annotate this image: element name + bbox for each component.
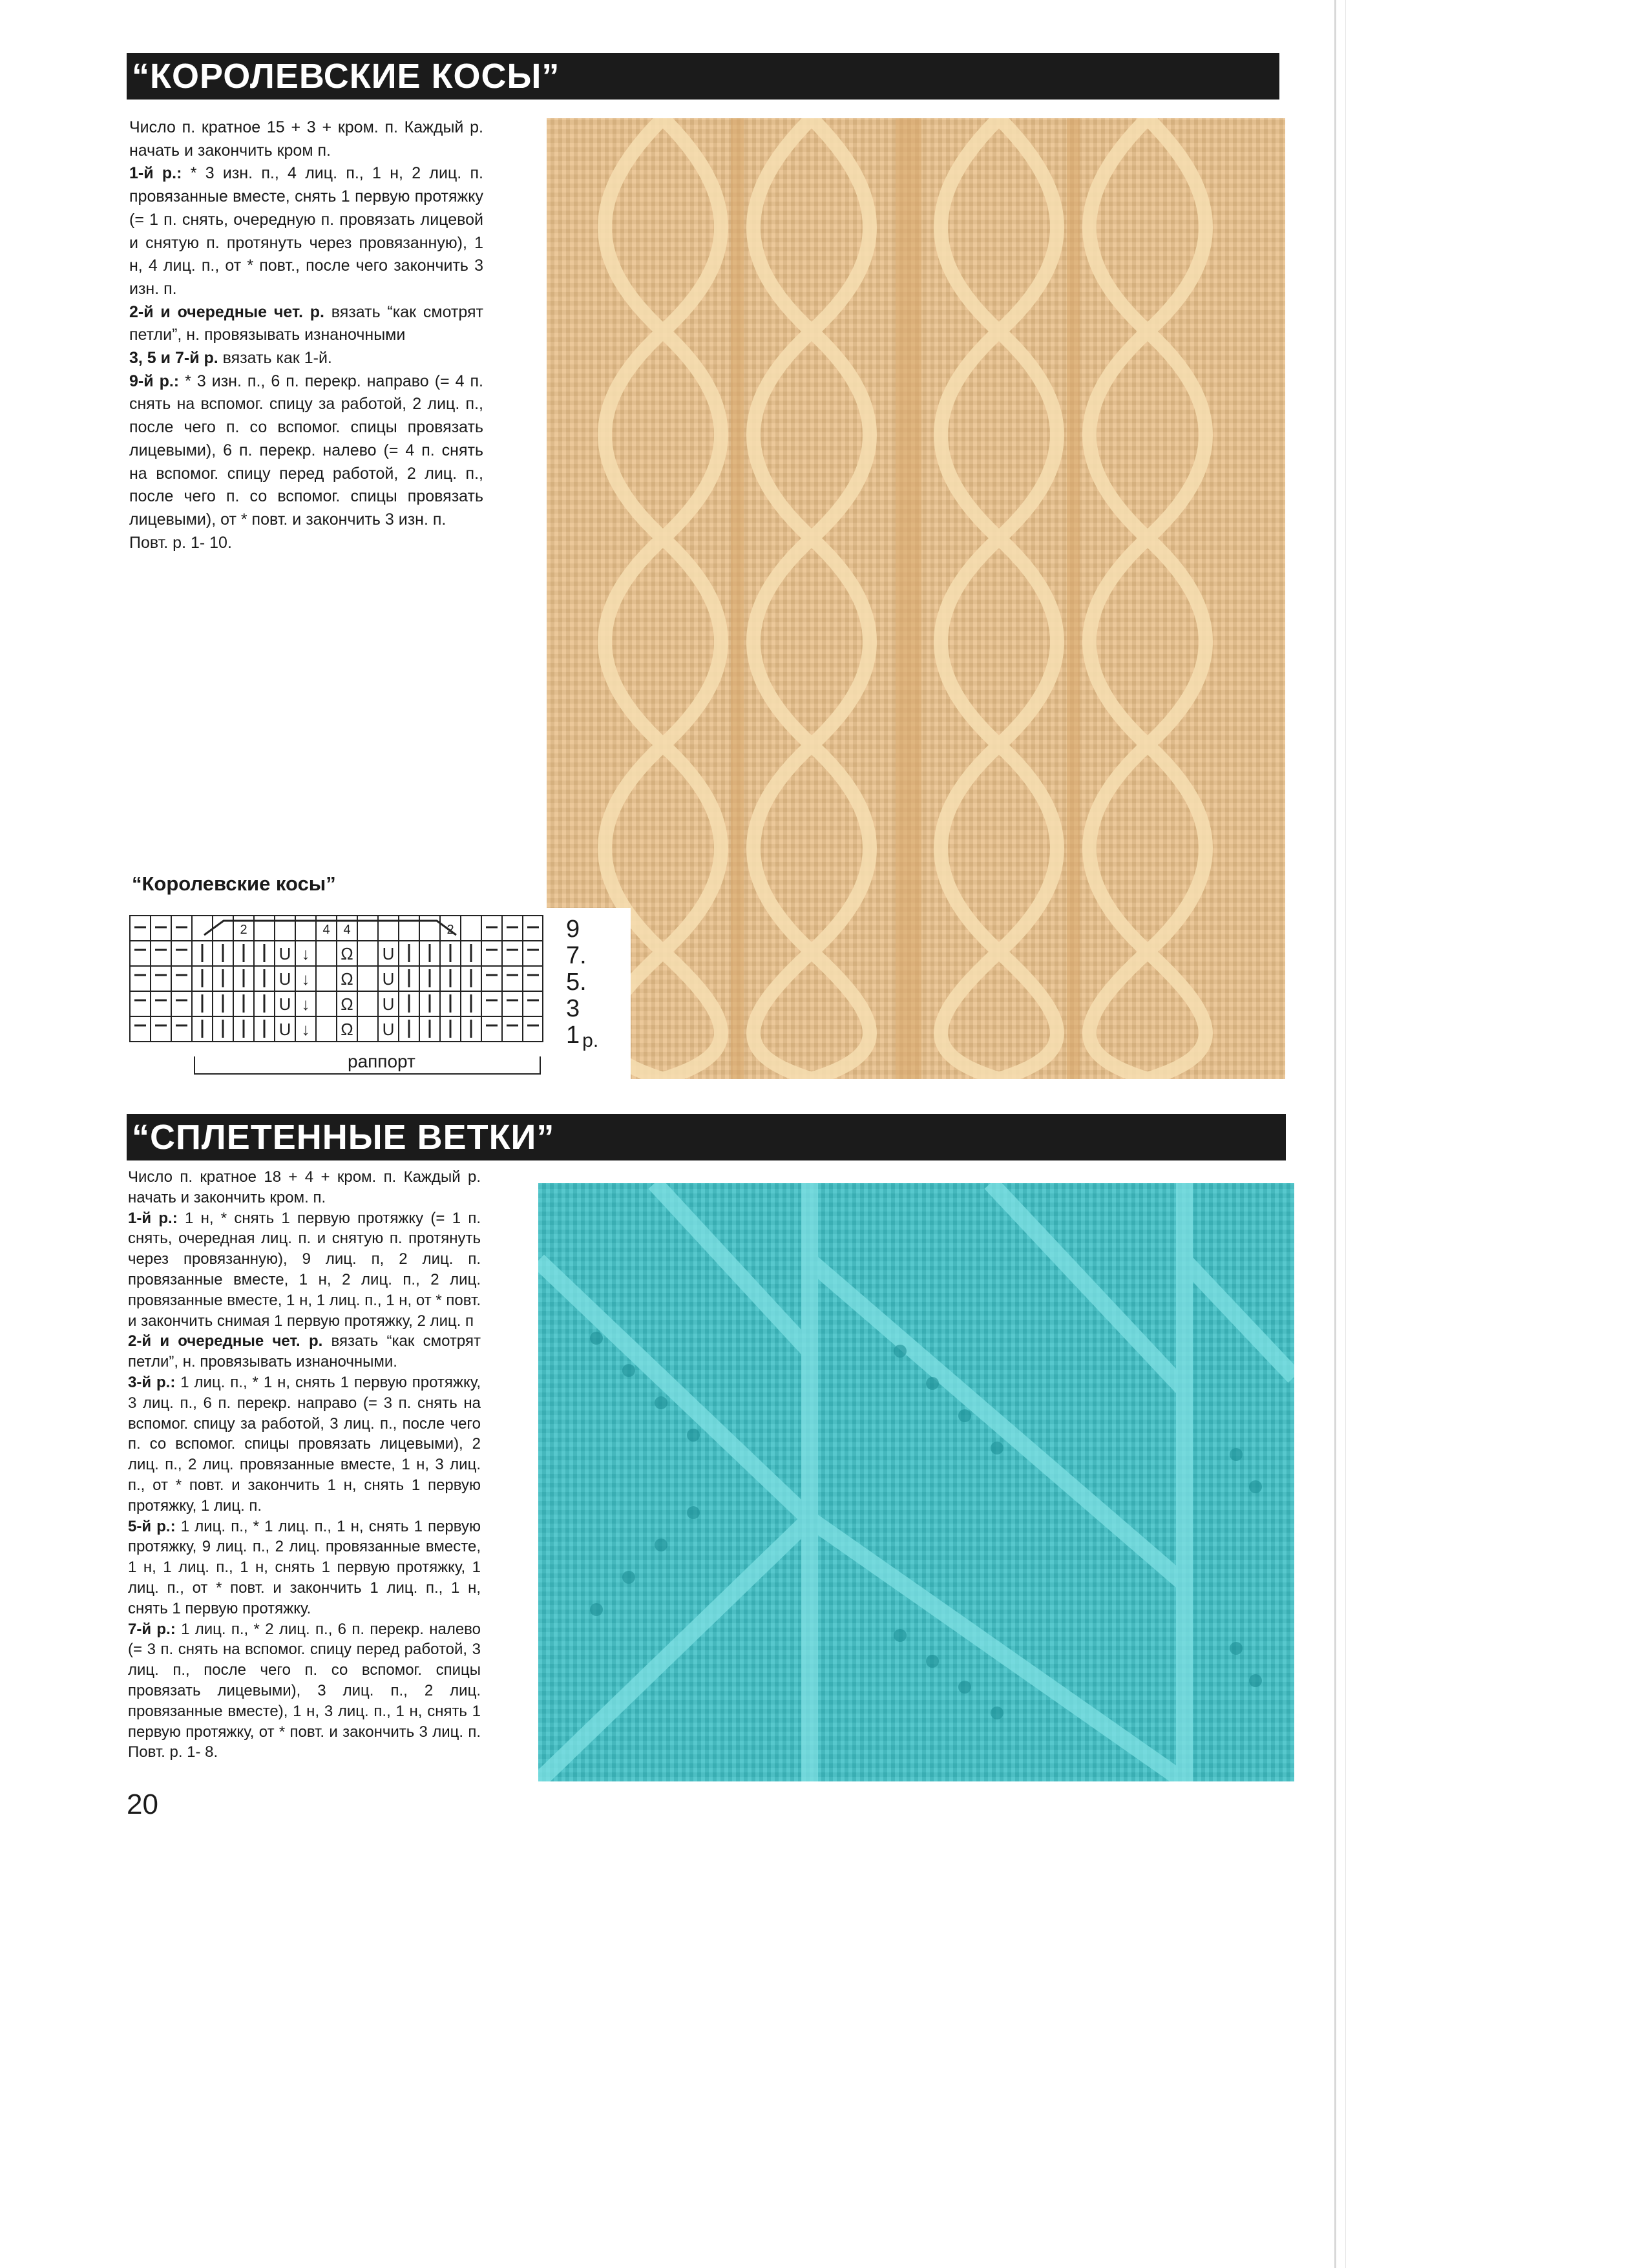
pattern1-row-2 — [129, 301, 483, 347]
pattern2-instructions — [128, 1167, 481, 1763]
svg-text:U: U — [278, 994, 291, 1014]
pattern1-repeat: Повт. р. 1- 10. — [129, 533, 232, 552]
pattern1-row-4 — [129, 370, 483, 532]
pattern2-title-bar — [127, 1114, 1286, 1160]
pattern2-row-3 — [128, 1372, 481, 1517]
svg-text:2: 2 — [240, 923, 247, 937]
pattern1-row-4-text: * 3 изн. п., 6 п. перекр. направо (= 4 п. снять на вспомог. спицу за работой, 2 лиц. п., после чего п. со вспомог. спицы провязать лицевыми), 6 п. перекр. налево (= 4 п. снять на вспомог. спицу перед работой, 2 лиц. п., после чего п. со вспомог. спицы провязать лицевыми), от * повт. и закончить 3 изн. п. — [129, 372, 483, 529]
svg-text:↓: ↓ — [301, 994, 310, 1014]
chart-row-number — [566, 1022, 599, 1051]
svg-text:U: U — [382, 969, 395, 989]
chart-row-number: 9 — [566, 916, 580, 943]
pattern2-row-5 — [128, 1619, 481, 1763]
svg-text:U: U — [382, 1020, 395, 1039]
cable-knit-illustration — [547, 118, 1285, 1079]
svg-text:4: 4 — [343, 923, 351, 937]
pattern2-row-5-label: 7-й р.: — [128, 1620, 176, 1638]
chart-row-number-first: 1 — [566, 1022, 580, 1049]
pattern2-row-1 — [128, 1208, 481, 1332]
pattern2-row-3-text: 1 лиц. п., * 1 н, снять 1 первую протяжку, 3 лиц. п., 6 п. перекр. направо (= 3 п. снять на вспомог. спицу за работой, 3 лиц. п., после чего п. со вспомог. спицы провязать лицевыми), 2 лиц. п., 2 лиц. провязанные вместе, 1 н, 3 лиц. п., от * повт. и закончить 1 н, снять 1 первую протяжку, 1 лиц. п. — [128, 1373, 481, 1515]
pattern1-chart-title: “Королевские косы” — [132, 872, 336, 895]
svg-text:Ω: Ω — [341, 969, 353, 989]
svg-text:Ω: Ω — [341, 994, 353, 1014]
chart-row-numbers — [566, 916, 599, 1051]
pattern1-photo — [547, 118, 1285, 1079]
pattern2-row-5-text: 1 лиц. п., * 2 лиц. п., 6 п. перекр. налево (= 3 п. снять на вспомог. спицу перед работой, 3 лиц. п., после чего п. со вспомог. спицы провязать лицевыми), 3 лиц. п., 2 лиц. провязанные вместе), 1 н, 3 лиц. п., 1 н, снять 1 первую протяжку, от * повт. и закончить 3 лиц. п. Повт. р. 1- 8. — [128, 1620, 481, 1761]
pattern2-row-4-label: 5-й р.: — [128, 1517, 176, 1535]
pattern1-row-3-label: 3, 5 и 7-й р. — [129, 349, 218, 368]
svg-text:Ω: Ω — [341, 944, 353, 963]
svg-text:U: U — [382, 944, 395, 963]
pattern2-row-1-text: 1 н, * снять 1 первую протяжку (= 1 п. снять, очередная лиц. п. и снятую п. протянуть через провязанную), 9 лиц. п, 2 лиц. п. провязанные вместе, 1 н, 2 лиц. п., 2 лиц. провязанные вместе, 1 н, 1 лиц. п., 1 н, от * повт. и закончить снимая 1 первую протяжку, 2 лиц. п — [128, 1209, 481, 1330]
pattern1-row-1 — [129, 162, 483, 300]
pattern1-row-3-text: вязать как 1-й. — [218, 349, 332, 368]
pattern1-title-bar — [127, 53, 1279, 100]
page-edge-secondary — [1345, 0, 1346, 2268]
pattern1-row-3 — [129, 347, 483, 370]
pattern1-row-4-label: 9-й р.: — [129, 372, 180, 390]
pattern1-row-2-text: вязать “как смотрят петли”, н. провязывать изнаночными — [129, 302, 483, 344]
pattern1-title: “КОРОЛЕВСКИЕ КОСЫ” — [132, 53, 571, 100]
chart-row-number: 3 — [566, 995, 580, 1022]
chart-row-suffix: р. — [582, 1030, 599, 1051]
svg-text:↓: ↓ — [301, 1020, 310, 1039]
pattern2-row-2-text: вязать “как смотрят петли”, н. провязывать изнаночными. — [128, 1332, 481, 1371]
pattern2-row-4-text: 1 лиц. п., * 1 лиц. п., 1 н, снять 1 первую протяжку, 9 лиц. п., 2 лиц. провязанные вместе, 1 н, 1 лиц. п., 1 н, снять 1 первую протяжку, 1 лиц. п., от * повт. и закончить 1 лиц. п., 1 н, снять 1 первую протяжку. — [128, 1517, 481, 1617]
pattern1-row-2-label: 2-й и очередные чет. р. — [129, 302, 324, 321]
lace-knit-illustration — [538, 1183, 1294, 1781]
svg-text:U: U — [278, 969, 291, 989]
svg-text:U: U — [382, 994, 395, 1014]
svg-text:↓: ↓ — [301, 969, 310, 989]
chart-row-number: 5. — [566, 969, 587, 996]
pattern2-intro: Число п. кратное 18 + 4 + кром. п. Каждый р. начать и закончить кром. п. — [128, 1168, 481, 1206]
pattern1-instructions — [129, 116, 483, 554]
pattern1-intro: Число п. кратное 15 + 3 + кром. п. Каждый р. начать и закончить кром п. — [129, 118, 483, 160]
pattern2-row-4 — [128, 1517, 481, 1619]
pattern2-title: “СПЛЕТЕННЫЕ ВЕТКИ” — [132, 1114, 566, 1160]
pattern2-row-2-label: 2-й и очередные чет. р. — [128, 1332, 323, 1350]
page-number: 20 — [127, 1789, 158, 1820]
chart-rapport-label: раппорт — [348, 1051, 415, 1071]
chart-row-number: 7. — [566, 942, 587, 969]
pattern2-row-3-label: 3-й р.: — [128, 1373, 176, 1391]
pattern1-row-1-text: * 3 изн. п., 4 лиц. п., 1 н, 2 лиц. п. провязанные вместе, снять 1 первую протяжку (= 1 п. снять, очередную п. провязать лицевой и снятую п. протянуть через провязанную), 1 н, 4 лиц. п., от * повт., после чего закончить 3 изн. п. — [129, 164, 483, 298]
svg-text:Ω: Ω — [341, 1020, 353, 1039]
svg-text:U: U — [278, 944, 291, 963]
svg-text:2: 2 — [446, 923, 454, 937]
pattern2-photo — [538, 1183, 1294, 1781]
pattern2-row-2 — [128, 1331, 481, 1372]
pattern2-row-1-label: 1-й р.: — [128, 1209, 178, 1227]
page-edge — [1334, 0, 1336, 2268]
svg-text:4: 4 — [322, 923, 330, 937]
svg-text:U: U — [278, 1020, 291, 1039]
svg-text:↓: ↓ — [301, 944, 310, 963]
pattern1-row-1-label: 1-й р.: — [129, 164, 182, 183]
